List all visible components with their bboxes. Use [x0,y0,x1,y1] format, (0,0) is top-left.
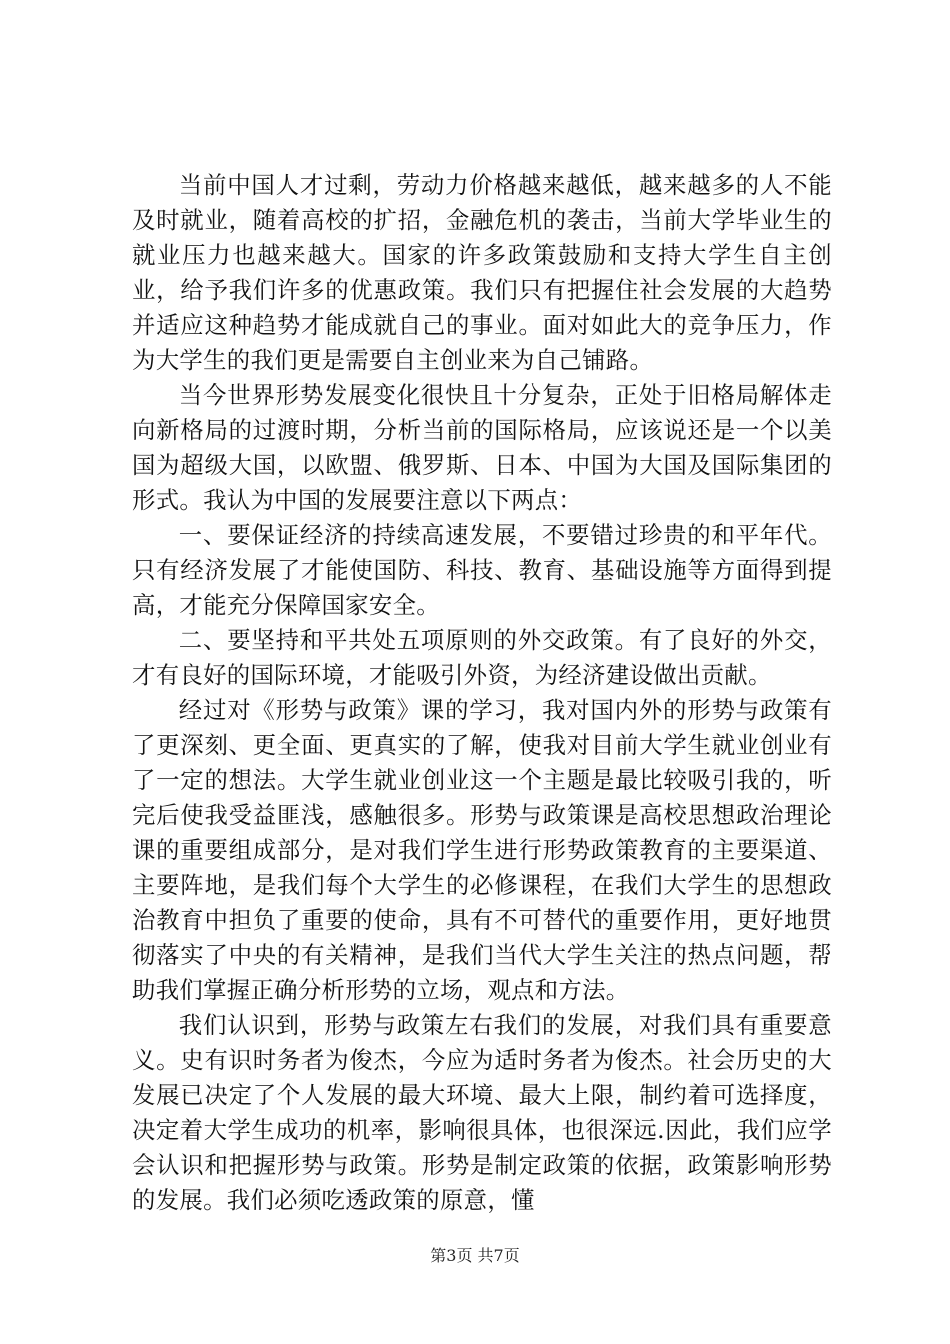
paragraph-point-two: 二、要坚持和平共处五项原则的外交政策。有了良好的外交，才有良好的国际环境，才能吸引外资，为经济建设做出贡献。 [132,626,832,689]
paragraph-significance: 我们认识到，形势与政策左右我们的发展，对我们具有重要意义。史有识时务者为俊杰，今应为适时务者为俊杰。社会历史的大发展已决定了个人发展的最大环境、最大上限，制约着可选择度，决定着大学生成功的机率，影响很具体，也很深远.因此，我们应学会认识和把握形势与政策。形势是制定政策的依据，政策影响形势的发展。我们必须吃透政策的原意，懂 [132,1011,832,1214]
document-body [132,168,832,1218]
paragraph-employment-pressure: 当前中国人才过剩，劳动力价格越来越低，越来越多的人不能及时就业，随着高校的扩招，金融危机的袭击，当前大学毕业生的就业压力也越来越大。国家的许多政策鼓励和支持大学生自主创业，给予我们许多的优惠政策。我们只有把握住社会发展的大趋势并适应这种趋势才能成就自己的事业。面对如此大的竞争压力，作为大学生的我们更是需要自主创业来为自己铺路。 [132,171,832,374]
paragraph-world-situation: 当今世界形势发展变化很快且十分复杂，正处于旧格局解体走向新格局的过渡时期，分析当前的国际格局，应该说还是一个以美国为超级大国，以欧盟、俄罗斯、日本、中国为大国及国际集团的形式。我认为中国的发展要注意以下两点： [132,381,832,514]
paragraph-point-one: 一、要保证经济的持续高速发展，不要错过珍贵的和平年代。只有经济发展了才能使国防、科技、教育、基础设施等方面得到提高，才能充分保障国家安全。 [132,521,832,619]
page-footer: 第3页 共7页 [430,1246,520,1265]
paragraph-course-study: 经过对《形势与政策》课的学习，我对国内外的形势与政策有了更深刻、更全面、更真实的了解，使我对目前大学生就业创业有了一定的想法。大学生就业创业这一个主题是最比较吸引我的，听完后使我受益匪浅，感触很多。形势与政策课是高校思想政治理论课的重要组成部分，是对我们学生进行形势政策教育的主要渠道、主要阵地，是我们每个大学生的必修课程，在我们大学生的思想政治教育中担负了重要的使命，具有不可替代的重要作用，更好地贯彻落实了中央的有关精神，是我们当代大学生关注的热点问题，帮助我们掌握正确分析形势的立场，观点和方法。 [132,696,832,1004]
